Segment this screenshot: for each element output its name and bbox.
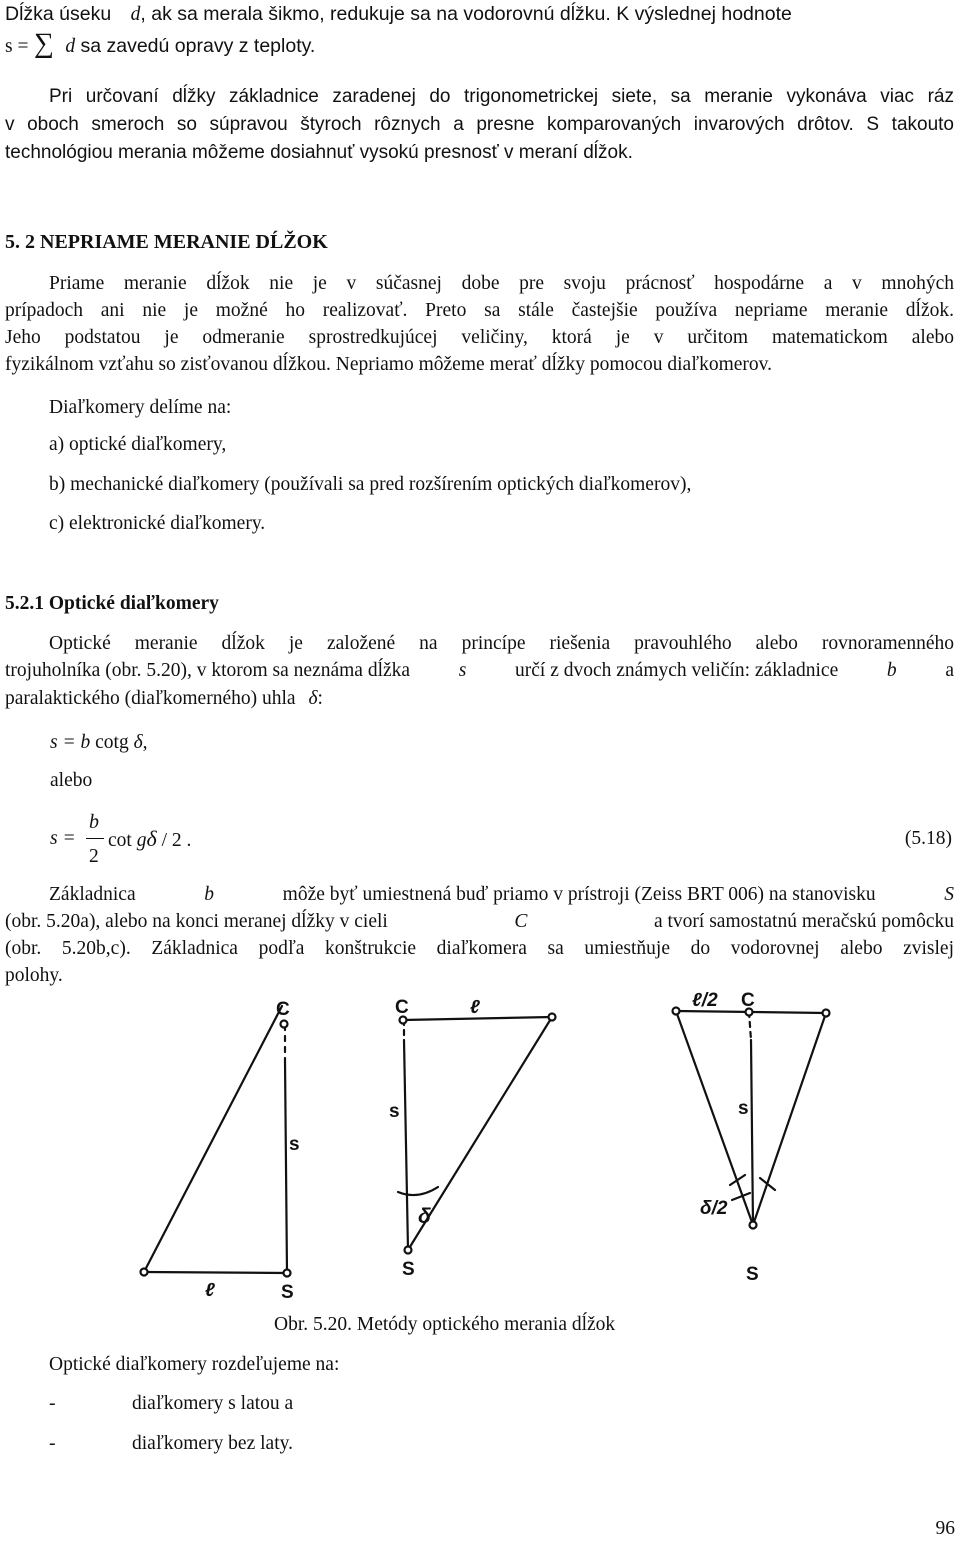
- para1-line: v oboch smeroch so súpravou štyroch rôznych a presne komparovaných invarových drôtov. S takouto: [5, 114, 954, 135]
- equation-lhs: s =: [50, 828, 76, 849]
- label-s-a: s: [289, 1134, 300, 1155]
- types-intro: Optické diaľkomery rozdeľujeme na:: [49, 1354, 340, 1375]
- equation-func: cot: [108, 830, 132, 851]
- label-delta-b: δ: [418, 1205, 431, 1228]
- label-s-c: s: [738, 1098, 749, 1119]
- label-l-half-c: ℓ/2: [692, 990, 718, 1011]
- figure-c-triangle: [673, 1008, 830, 1229]
- para3-text: určí z dvoch známych veličín: základnice: [515, 660, 839, 681]
- label-C-a: C: [276, 999, 290, 1020]
- list-item: a) optické diaľkomery,: [49, 434, 227, 455]
- variable-d: d: [65, 36, 76, 57]
- para2-line: Priame meranie dĺžok nie je v súčasnej dobe pre svoju prácnosť hospodárne a v mnohých: [49, 273, 954, 294]
- list-dash: -: [49, 1433, 56, 1454]
- para1-line: Pri určovaní dĺžky základnice zaradenej do trigonometrickej siete, sa meranie vykonáva viac ráz: [49, 86, 954, 107]
- para3-line: [5, 657, 954, 685]
- figure-optical-methods: [0, 980, 960, 1300]
- para4-text: a tvorí samostatnú meračskú pomôcku: [653, 911, 954, 932]
- equation-tail: / 2 .: [161, 830, 192, 851]
- intro-formula-lhs: s =: [5, 36, 29, 57]
- variable-delta: δ: [146, 826, 157, 851]
- list-dash: -: [49, 1393, 56, 1414]
- para3-line: Optické meranie dĺžok je založené na princípe riešenia pravouhlého alebo rovnoramenného: [49, 633, 954, 654]
- list-item-text: diaľkomery bez laty.: [132, 1433, 293, 1454]
- para4-line: [49, 881, 954, 909]
- page-number: 96: [935, 1518, 955, 1539]
- para4-text: môže byť umiestnená buď priamo v prístroji (Zeiss BRT 006) na stanovisku: [282, 884, 876, 905]
- variable-S: S: [944, 884, 954, 905]
- para4-text: (obr. 5.20a), alebo na konci meranej dĺžky v cieli: [5, 911, 388, 932]
- list-item: b) mechanické diaľkomery (používali sa pred rozšírením optických diaľkomerov),: [49, 474, 692, 495]
- label-S-c: S: [746, 1264, 759, 1285]
- equation-number: (5.18): [904, 828, 952, 849]
- label-delta-half-c: δ/2: [700, 1198, 728, 1219]
- label-S-b: S: [402, 1259, 415, 1280]
- section-heading: 5. 2 NEPRIAME MERANIE DĹŽOK: [5, 231, 328, 253]
- list-item-text: diaľkomery s latou a: [132, 1393, 294, 1414]
- fraction-bar: [86, 838, 104, 839]
- label-s-b: s: [389, 1101, 400, 1122]
- variable-b: b: [204, 884, 215, 905]
- equation-g: g: [136, 830, 147, 851]
- equation-tail: ,: [142, 732, 148, 753]
- variable-C: C: [514, 911, 528, 932]
- para2-line: fyzikálnom vzťahu so zisťovanou dĺžkou. Nepriamo môžeme merať dĺžky pomocou diaľkomerov.: [5, 354, 773, 375]
- equation-rhs: [108, 825, 191, 855]
- variable-delta: δ: [133, 732, 143, 753]
- variable-b: b: [886, 660, 897, 681]
- para3-text: paralaktického (diaľkomerného) uhla: [5, 688, 296, 709]
- subsection-heading: 5.2.1 Optické diaľkomery: [5, 593, 219, 614]
- fraction-numerator: b: [89, 811, 99, 833]
- divide-intro: Diaľkomery delíme na:: [49, 397, 232, 418]
- para3-text: trojuholníka (obr. 5.20), v ktorom sa neznáma dĺžka: [5, 660, 411, 681]
- label-S-a: S: [281, 1282, 294, 1300]
- variable-s: s: [458, 660, 467, 681]
- intro-text: sa zavedú opravy z teploty.: [80, 35, 316, 57]
- equation-func: cotg: [95, 732, 129, 753]
- label-l-a: ℓ: [205, 1280, 215, 1300]
- para3-text: :: [317, 688, 323, 709]
- intro-line-2: [5, 28, 316, 61]
- figure-a-triangle: [141, 1006, 291, 1277]
- label-C-b: C: [395, 997, 409, 1018]
- types-list-item: [49, 1430, 293, 1458]
- fraction-denominator: 2: [89, 846, 99, 867]
- para3-line: [5, 685, 323, 713]
- variable-delta: δ: [308, 688, 318, 709]
- label-C-c: C: [741, 990, 755, 1011]
- sum-symbol-icon: ∑: [33, 28, 54, 59]
- figure-caption: Obr. 5.20. Metódy optického merania dĺžok: [274, 1314, 616, 1335]
- equation-lhs: s = b: [50, 732, 91, 753]
- types-list-item: [49, 1390, 294, 1418]
- para4-line: (obr. 5.20b,c). Základnica podľa konštrukcie diaľkomera sa umiestňuje do vodorovnej alebo zvislej: [5, 938, 954, 959]
- equation-1: [50, 729, 148, 757]
- para2-line: prípadoch ani nie je možné ho realizovať. Preto sa stále častejšie používa nepriame meranie dĺžok.: [5, 300, 954, 321]
- alebo-text: alebo: [50, 770, 93, 791]
- para4-text: Základnica: [49, 884, 136, 905]
- para2-line: Jeho podstatou je odmeranie sprostredkujúcej veličiny, ktorá je v určitom matematickom alebo: [5, 327, 954, 348]
- list-item: c) elektronické diaľkomery.: [49, 513, 266, 534]
- intro-text: , ak sa merala šikmo, redukuje sa na vodorovnú dĺžku. K výslednej hodnote: [140, 3, 792, 25]
- para3-text: a: [945, 660, 954, 681]
- para1-line: technológiou merania môžeme dosiahnuť vysokú presnosť v meraní dĺžok.: [5, 142, 633, 163]
- label-l-b: ℓ: [470, 997, 480, 1018]
- variable-d: d: [130, 4, 141, 25]
- intro-text: Dĺžka úseku: [5, 3, 112, 25]
- para4-line: polohy.: [5, 965, 63, 986]
- intro-line-1: [5, 0, 792, 29]
- para4-line: [5, 908, 954, 936]
